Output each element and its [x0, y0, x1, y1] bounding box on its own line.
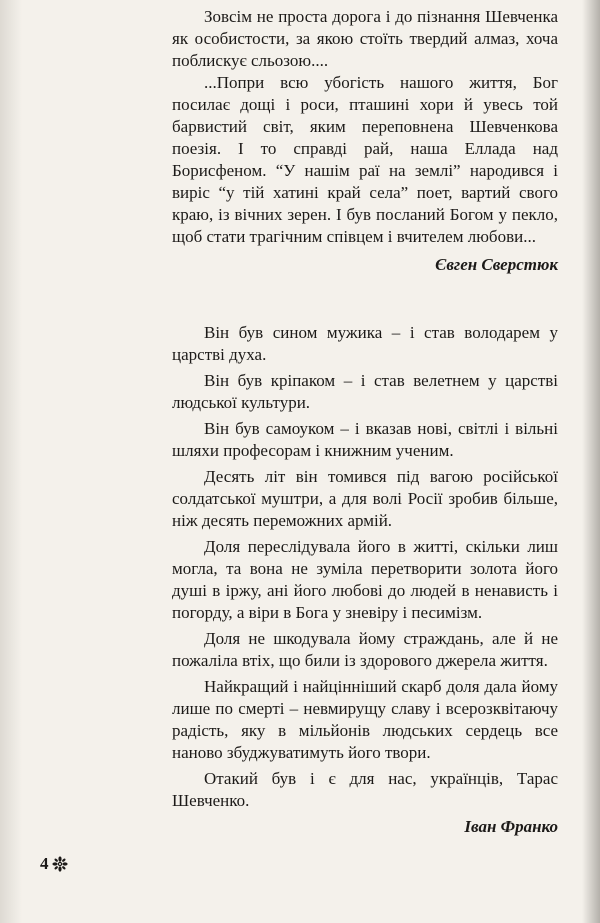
quote-paragraph: Найкращий і найцінніший скарб доля дала йому лише по смерті – невмирущу славу і всерозквітаючу радість, яку в мільйонів людських сердець все наново збуджуватимуть його твори.: [172, 677, 558, 762]
floral-ornament-icon: [52, 856, 68, 872]
quote-paragraph: Він був сином мужика – і став володарем у царстві духа.: [172, 323, 558, 364]
quote-paragraph: Десять літ він томився під вагою російської солдатської муштри, а для волі Росії зробив більше, ніж десять переможних армій.: [172, 467, 558, 530]
quote-paragraph: Він був самоуком – і вказав нові, світлі і вільні шляхи професорам і книжним ученим.: [172, 419, 558, 460]
quote-paragraph: Отакий був і є для нас, українців, Тарас Шевченко.: [172, 769, 558, 810]
quote-paragraph: Він був кріпаком – і став велетнем у царстві людської культури.: [172, 371, 558, 412]
quote-author: Іван Франко: [464, 817, 558, 836]
page-edge-shadow-right: [582, 0, 600, 923]
quote-paragraph: Доля переслідувала його в житті, скільки лиш могла, та вона не зуміла перетворити золота його душі в іржу, ані його любові до людей в ненависть і погорду, а віри в Бога у зневіру і песимізм.: [172, 537, 558, 622]
page-footer: [40, 854, 68, 874]
franko-quote: [172, 322, 558, 838]
page-edge-shadow-left: [0, 0, 22, 923]
page-number: 4: [40, 854, 49, 873]
quote-paragraph: Доля не шкодувала йому страждань, але й не пожаліла втіх, що били із здорового джерела життя.: [172, 629, 558, 670]
quote-paragraph: Зовсім не проста дорога і до пізнання Шевченка як особистости, за якою стоїть твердий алмаз, хоча поблискує сльозою....: [172, 7, 558, 70]
quote-paragraph: ...Попри всю убогість нашого життя, Бог посилає дощі і роси, пташині хори й увесь той барвистий світ, яким переповнена Шевченкова поезія. І то справді рай, наша Еллада над Борисфеном. “У нашім раї на землі” народився і виріс “у тій хатині край села” поет, вартий свого краю, із вічних зерен. І був посланий Богом у пекло, щоб стати трагічним співцем і вчителем любови...: [172, 73, 558, 246]
quote-author: Євген Сверстюк: [435, 255, 558, 274]
sverstiuk-quote: [172, 6, 558, 276]
